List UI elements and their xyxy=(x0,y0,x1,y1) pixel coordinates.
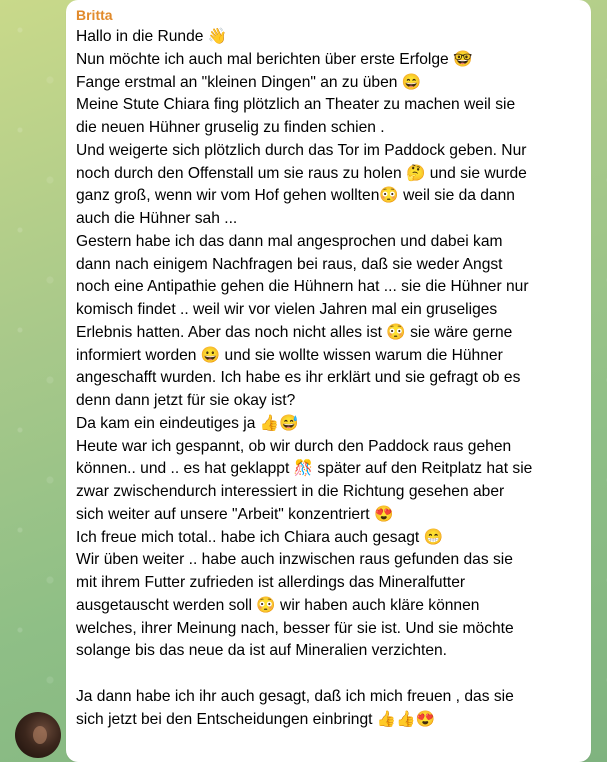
message-line: Gestern habe ich das dann mal angesprochen und dabei kam xyxy=(76,232,503,250)
message-line: mit ihrem Futter zufrieden ist allerdings das Mineralfutter xyxy=(76,574,466,591)
message-line: auch die Hühner sah ... xyxy=(76,210,238,227)
message-line: informiert worden 😀 und sie wollte wissen warum die Hühner xyxy=(76,346,503,364)
message-line: ganz groß, wenn wir vom Hof gehen wollten😳 weil sie da dann xyxy=(76,187,515,205)
message-line: Wir üben weiter .. habe auch inzwischen raus gefunden das sie xyxy=(76,551,513,569)
message-line: angeschafft wurden. Ich habe es ihr erklärt und sie gefragt ob es xyxy=(76,369,521,387)
message-line: Ja dann habe ich ihr auch gesagt, daß ich mich freuen , das sie xyxy=(76,687,514,705)
message-line: Ich freue mich total.. habe ich Chiara auch gesagt 😁 xyxy=(76,528,444,546)
message-line: solange bis das neue da ist auf Mineralien verzichten. xyxy=(76,642,448,660)
message-line: können.. und .. es hat geklappt 🎊 später auf den Reitplatz hat sie xyxy=(76,460,533,478)
sender-avatar[interactable] xyxy=(15,712,61,758)
message-line: Heute war ich gespannt, ob wir durch den Paddock raus gehen xyxy=(76,437,512,455)
message-line: welches, ihrer Meinung nach, besser für sie ist. Und sie möchte xyxy=(76,619,514,637)
message-line: Und weigerte sich plötzlich durch das Tor im Paddock geben. Nur xyxy=(76,141,527,159)
message-line: Da kam ein eindeutiges ja 👍😅 xyxy=(76,414,299,432)
message-line: Fange erstmal an "kleinen Dingen" an zu üben 😄 xyxy=(76,73,422,91)
message-line: noch eine Antipathie gehen die Hühnern hat ... sie die Hühner nur xyxy=(76,278,529,296)
message-line: Meine Stute Chiara fing plötzlich an Theater zu machen weil sie xyxy=(76,96,516,114)
message-line: denn dann jetzt für sie okay ist? xyxy=(76,392,296,409)
message-line: Hallo in die Runde 👋 xyxy=(76,28,228,45)
message-line: sich jetzt bei den Entscheidungen einbringt 👍👍😍 xyxy=(76,710,436,728)
message-line: Erlebnis hatten. Aber das noch nicht alles ist 😳 sie wäre gerne xyxy=(76,323,513,341)
message-line: zwar zwischendurch interessiert in die Richtung gesehen aber xyxy=(76,483,505,500)
message-line: noch durch den Offenstall um sie raus zu holen 🤔 und sie wurde xyxy=(76,164,527,182)
message-text xyxy=(76,26,581,731)
message-line: sich weiter auf unsere "Arbeit" konzentriert 😍 xyxy=(76,505,394,523)
sender-name[interactable]: Britta xyxy=(76,7,113,23)
message-line: die neuen Hühner gruselig zu finden schien . xyxy=(76,119,385,136)
message-line: Nun möchte ich auch mal berichten über erste Erfolge 🤓 xyxy=(76,50,473,68)
message-line: ausgetauscht werden soll 😳 wir haben auch kläre können xyxy=(76,596,480,614)
message-line: dann nach einigem Nachfragen bei raus, daß sie weder Angst xyxy=(76,255,503,273)
message-line xyxy=(76,663,581,686)
message-line: komisch findet .. weil wir vor vielen Jahren mal ein gruseliges xyxy=(76,301,498,318)
message-bubble[interactable] xyxy=(66,0,591,762)
